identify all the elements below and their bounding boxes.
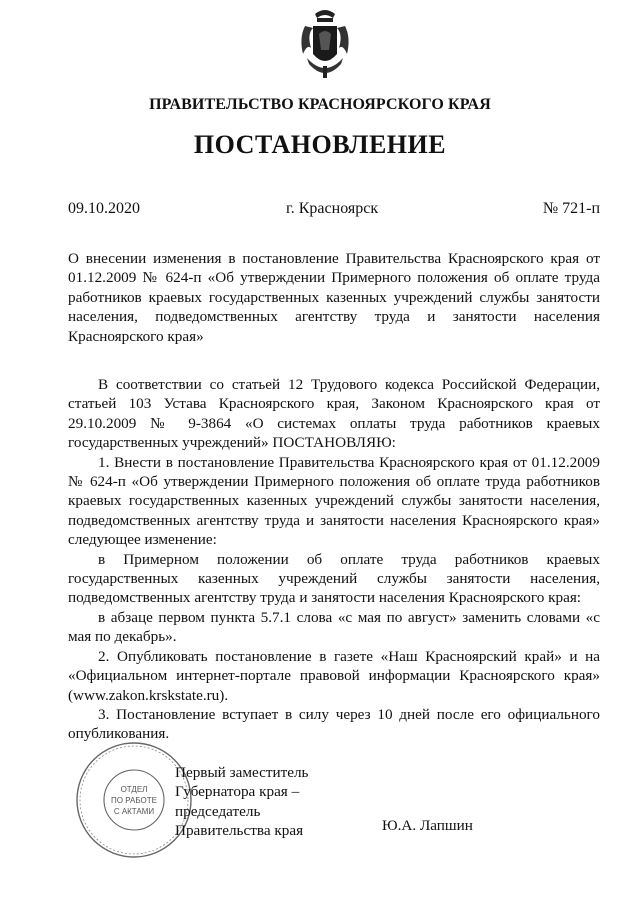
signatory-name: Ю.А. Лапшин (382, 817, 473, 834)
stamp-text-line: ОТДЕЛ (120, 785, 148, 794)
body-paragraph: 1. Внести в постановление Правительства Красноярского края от 01.12.2009 № 624-п «Об утверждении Примерного положения об оплате труда работников краевых государственных казенных учреждений службы занятости населения, подведомственных агентству труда и занятости населения Красноярского края» следующее изменение: (68, 453, 600, 549)
body-paragraph: в Примерном положении об оплате труда работников краевых государственных казенных учреждений службы занятости населения, подведомственных агентству труда и занятости населения Красноярского края: (68, 550, 600, 607)
document-date: 09.10.2020 (68, 200, 140, 217)
document-title: ПОСТАНОВЛЕНИЕ (193, 130, 447, 159)
document-city: г. Красноярск (286, 200, 379, 217)
stamp-text-line: ПО РАБОТЕ (111, 796, 157, 805)
body-paragraph: в абзаце первом пункта 5.7.1 слова «с мая по август» заменить словами «с мая по декабрь». (68, 608, 600, 646)
stamp-text-line: С АКТАМИ (113, 807, 155, 816)
signatory-position-line: Губернатора края – (175, 783, 300, 801)
document-number: № 721-п (542, 200, 600, 217)
signatory-position-line: Первый заместитель (175, 764, 309, 781)
body-paragraph: 2. Опубликовать постановление в газете «Наш Красноярский край» и на «Официальном интернет-портале правовой информации Красноярского края» (www.zakon.krskstate.ru). (68, 647, 600, 704)
coat-of-arms-emblem (297, 4, 353, 80)
body-paragraph: 3. Постановление вступает в силу через 10 дней после его официального опубликования. (68, 705, 600, 743)
document-subject: О внесении изменения в постановление Правительства Красноярского края от 01.12.2009 № 624-п «Об утверждении Примерного положения об оплате труда работников краевых государственных казенных учреждений службы занятости населения, подведомственных агентству труда и занятости населения Красноярского края» (68, 250, 600, 345)
signatory-position-line: председатель (175, 802, 261, 820)
document-body (68, 375, 600, 744)
government-heading: ПРАВИТЕЛЬСТВО КРАСНОЯРСКОГО КРАЯ (149, 96, 491, 113)
document-meta (68, 200, 600, 220)
signatory-position-line: Правительства края (175, 822, 304, 840)
body-paragraph: В соответствии со статьей 12 Трудового кодекса Российской Федерации, статьей 103 Устава Красноярского края, Законом Красноярского края от 29.10.2009 № 9-3864 «О системах оплаты труда работников краевых государственных учреждений» ПОСТАНОВЛЯЮ: (68, 376, 600, 452)
signatory-position (175, 763, 308, 841)
